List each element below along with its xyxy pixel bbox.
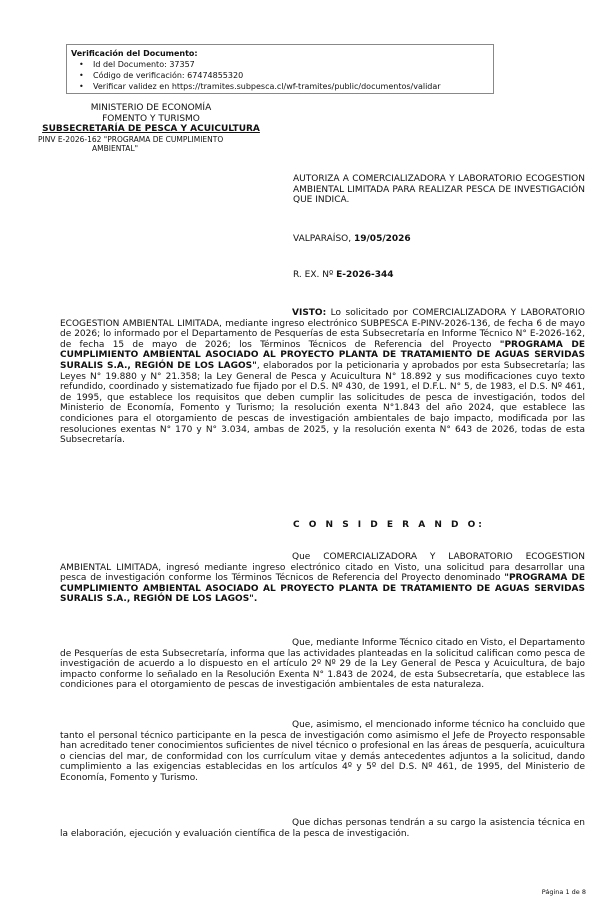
verification-code: • Código de verificación: 67474855320: [93, 70, 488, 81]
verification-box: [66, 44, 494, 94]
verification-list: [71, 59, 488, 92]
ministry-line: MINISTERIO DE ECONOMÍA: [90, 103, 212, 113]
resolution-number: [293, 270, 585, 281]
visto-project-name: "PROGRAMA DE CUMPLIMIENTO AMBIENTAL ASOCIADO AL PROYECTO PLANTA DE TRATAMIENTO DE AGUAS SERVIDAS SURALIS S.A., REGIÓN DE LOS LAGOS": [60, 339, 585, 371]
considerando-3: Que, asimismo, el mencionado informe técnico ha concluido que tanto el personal técnico participante en la pesca de investigación como asimismo el Jefe de Proyecto responsable han acreditado tener conocimientos suficientes de nivel técnico o profesional en las áreas de pesquería, acuicultura o ciencias del mar, de conformidad con los currículum vitae y demás antecedentes adjuntos a la solicitud, dando cumplimiento a las exigencias establecidas en los artículos 4º y 5º del D.S. Nº 461, de 1995, del Ministerio de Economía, Fomento y Turismo.: [60, 720, 585, 783]
considerando-heading: C O N S I D E R A N D O:: [293, 520, 485, 530]
subsecretaria-title: SUBSECRETARÍA DE PESCA Y ACUICULTURA: [42, 124, 260, 134]
rex-number: E-2026-344: [336, 270, 394, 280]
resolution-date: 19/05/2026: [354, 234, 411, 244]
verification-link[interactable]: • Verificar validez en https://tramites.subpesca.cl/wf-tramites/public/documentos/validar: [93, 81, 488, 92]
ministry-line-2: FOMENTO Y TURISMO: [102, 113, 200, 124]
document-id: • Id del Documento: 37357: [93, 59, 488, 70]
considerando-project-name: "PROGRAMA DE CUMPLIMIENTO AMBIENTAL ASOCIADO AL PROYECTO PLANTA DE TRATAMIENTO DE AGUAS SERVIDAS SURALIS S.A., REGIÓN DE LOS LAGOS".: [60, 573, 585, 605]
visto-label: VISTO:: [292, 308, 327, 318]
considerando-4: Que dichas personas tendrán a su cargo la asistencia técnica en la elaboración, ejecución y evaluación científica de la pesca de investigación.: [60, 818, 585, 839]
resolution-subject: AUTORIZA A COMERCIALIZADORA Y LABORATORIO ECOGESTION AMBIENTAL LIMITADA PARA REALIZAR PESCA DE INVESTIGACIÓN QUE INDICA.: [293, 174, 585, 205]
letterhead: [26, 103, 276, 153]
place-date: [293, 234, 585, 245]
considerando-2: Que, mediante Informe Técnico citado en Visto, el Departamento de Pesquerías de esta Subsecretaría, informa que las actividades planteadas en la solicitud califican como pesca de investigación de acuerdo a lo dispuesto en el artículo 2º Nº 29 de la Ley General de Pesca y Acuicultura, de bajo impacto conforme lo señalado en la Resolución Exenta N° 1.843 de 2024, de esta Subsecretaría, que establece las condiciones para el otorgamiento de pescas de investigación ambientales de esta naturaleza.: [60, 638, 585, 691]
considerando-1: Que COMERCIALIZADORA Y LABORATORIO ECOGESTION AMBIENTAL LIMITADA, ingresó mediante ingreso electrónico citado en Visto, una solicitud para desarrollar una pesca de investigación conforme los Términos Técnicos de Referencia del Proyecto denominado "PROGRAMA DE CUMPLIMIENTO AMBIENTAL ASOCIADO AL PROYECTO PLANTA DE TRATAMIENTO DE AGUAS SERVIDAS SURALIS S.A., REGIÓN DE LOS LAGOS".: [60, 552, 585, 605]
visto-paragraph: VISTO: Lo solicitado por COMERCIALIZADORA Y LABORATORIO ECOGESTION AMBIENTAL LIMITADA, mediante ingreso electrónico SUBPESCA E-PINV-2026-136, de fecha 6 de mayo de 2026; lo informado por el Departamento de Pesquerías de esta Subsecretaría en Informe Técnico N° E-2026-162, de fecha 15 de mayo de 2026; los Términos Técnicos de Referencia del Proyecto "PROGRAMA DE CUMPLIMIENTO AMBIENTAL ASOCIADO AL PROYECTO PLANTA DE TRATAMIENTO DE AGUAS SERVIDAS SURALIS S.A., REGIÓN DE LOS LAGOS", elaborados por la peticionaria y aprobados por esta Subsecretaría; las Leyes N° 19.880 y N° 21.358; la Ley General de Pesca y Acuicultura N° 18.892 y sus modificaciones cuyo texto refundido, coordinado y sistematizado fue fijado por el D.S. Nº 430, de 1991, el D.F.L. N° 5, de 1983, el D.S. Nº 461, de 1995, que establece los requisitos que deben cumplir las solicitudes de pesca de investigación, todos del Ministerio de Economía, Fomento y Turismo; la resolución exenta N°1.843 del año 2024, que establece las condiciones para el otorgamiento de pescas de investigación ambientales de bajo impacto, modificada por las resoluciones exentas N° 170 y N° 3.034, ambas de 2025, y la resolución exenta N° 643 de 2026, todas de esta Subsecretaría.: [60, 308, 585, 446]
verification-title: Verificación del Documento:: [71, 49, 198, 58]
project-ref-line-2: AMBIENTAL": [92, 143, 139, 153]
rex-label: R. EX. Nº: [293, 270, 334, 280]
project-ref-line-1: PINV E-2026-162 "PROGRAMA DE CUMPLIMIENTO: [38, 134, 224, 144]
page-number: Página 1 de 8: [541, 888, 586, 896]
place-label: VALPARAÍSO,: [293, 234, 352, 244]
